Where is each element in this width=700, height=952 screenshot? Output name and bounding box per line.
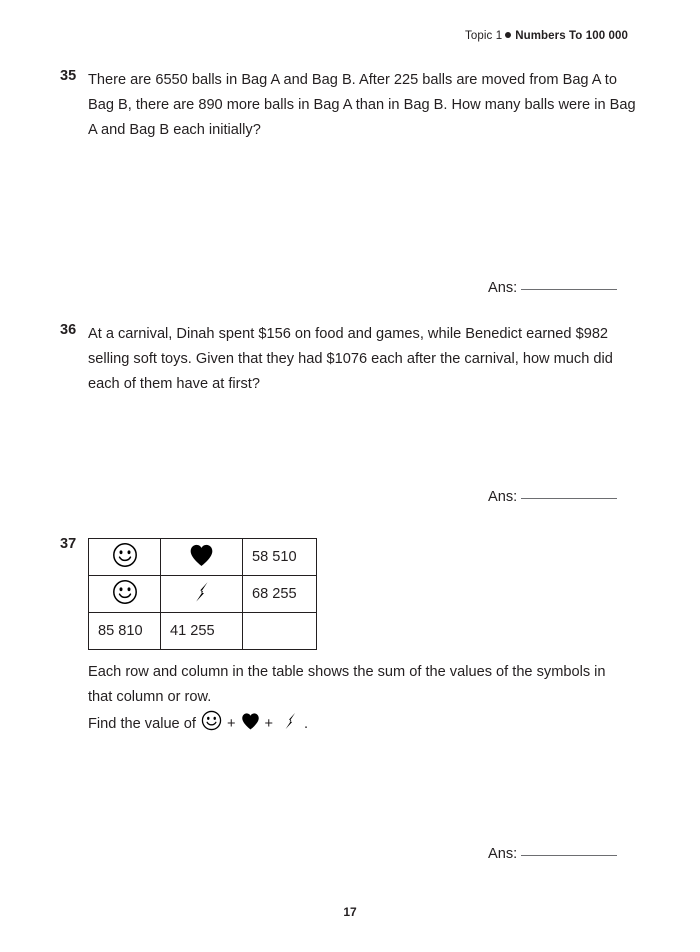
- heart-icon: [241, 712, 260, 731]
- bullet-dot-icon: [505, 32, 511, 38]
- cell-smiley-r1c1: [89, 539, 161, 576]
- question-36-text: At a carnival, Dinah spent $156 on food and games, while Benedict earned $982 selling soft toys. Given that they had $1076 each after the carnival, how much did each of them have at first?: [88, 326, 613, 392]
- table-row: [89, 539, 317, 576]
- question-37-caption-prefix: Find the value of: [88, 716, 196, 732]
- cell-empty-r3c3: [243, 613, 317, 650]
- question-37-caption-suffix: .: [304, 716, 309, 732]
- table-row: [89, 576, 317, 613]
- cell-number-r3c1: 85 810: [89, 613, 161, 650]
- question-37-caption-line1: Each row and column in the table shows the sum of the values of the symbols in that column or row.: [88, 664, 606, 705]
- question-36-number: 36: [60, 322, 77, 338]
- lightning-bolt-icon: [187, 580, 217, 604]
- answer-rule[interactable]: [521, 289, 617, 290]
- smiley-face-icon: [112, 579, 138, 605]
- cell-number-r3c2: 41 255: [161, 613, 243, 650]
- question-35: [60, 68, 640, 143]
- question-37-caption: [88, 660, 633, 737]
- lightning-bolt-icon: [278, 711, 303, 731]
- symbol-sum-table: [88, 538, 317, 650]
- question-35-number: 35: [60, 68, 77, 84]
- page-number: 17: [343, 905, 357, 919]
- question-37-number: 37: [60, 536, 77, 552]
- question-36: [60, 322, 640, 397]
- answer-rule[interactable]: [521, 855, 617, 856]
- header-topic-label: Topic 1: [465, 30, 503, 42]
- smiley-face-icon: [201, 710, 222, 731]
- table-row: [89, 613, 317, 650]
- question-35-text: There are 6550 balls in Bag A and Bag B. After 225 balls are moved from Bag A to Bag B, there are 890 more balls in Bag A than in Bag B. How many balls were in Bag A and Bag B each initially?: [88, 72, 636, 138]
- answer-line-36[interactable]: [488, 489, 617, 505]
- running-header: [465, 30, 628, 42]
- cell-heart-r1c2: [161, 539, 243, 576]
- cell-number-r1c3: 58 510: [243, 539, 317, 576]
- answer-label: Ans:: [488, 489, 518, 505]
- cell-smiley-r2c1: [89, 576, 161, 613]
- answer-label: Ans:: [488, 846, 518, 862]
- smiley-face-icon: [112, 542, 138, 568]
- heart-icon: [189, 543, 214, 568]
- cell-lightning-r2c2: [161, 576, 243, 613]
- answer-line-35[interactable]: [488, 280, 617, 296]
- header-topic-title: Numbers To 100 000: [515, 30, 628, 42]
- cell-number-r2c3: 68 255: [243, 576, 317, 613]
- plus-operator: +: [226, 716, 236, 732]
- answer-label: Ans:: [488, 280, 518, 296]
- plus-operator: +: [264, 716, 274, 732]
- answer-line-37[interactable]: [488, 846, 617, 862]
- answer-rule[interactable]: [521, 498, 617, 499]
